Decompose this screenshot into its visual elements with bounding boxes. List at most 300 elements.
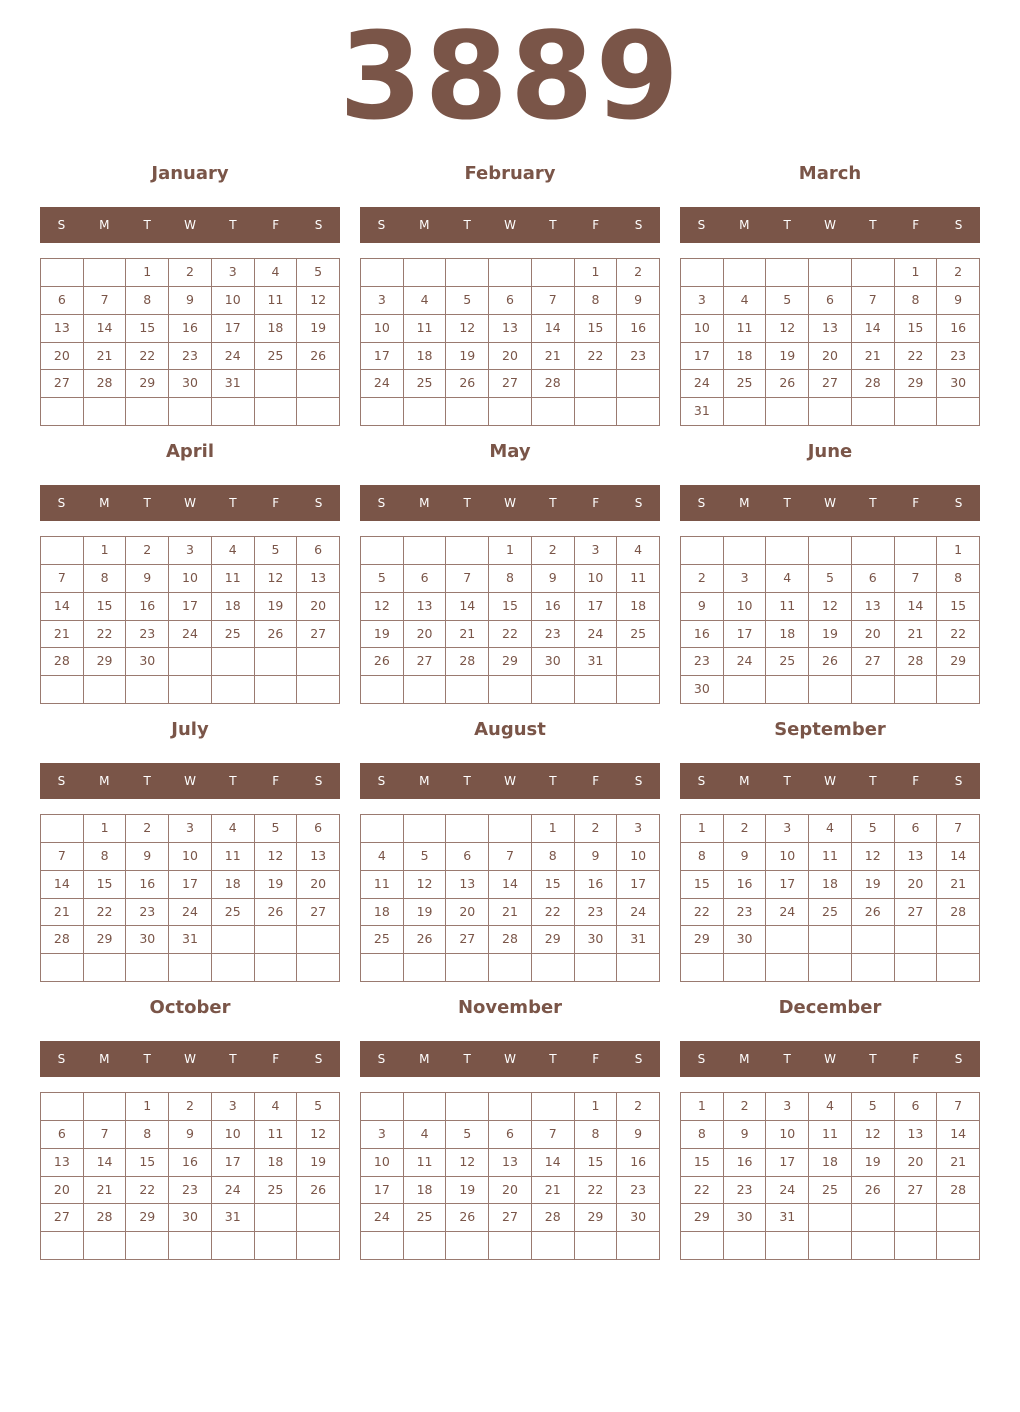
empty-day-cell [575,370,618,398]
day-cell: 3 [169,537,212,565]
day-cell: 11 [255,1121,298,1149]
day-cell: 12 [404,871,447,899]
day-cell: 27 [41,370,84,398]
weekday-label: S [954,1052,963,1066]
day-cell: 23 [937,343,980,371]
weekday-header [40,207,340,243]
day-cell: 18 [724,343,767,371]
day-cell: 1 [126,1093,169,1121]
month-name: June [807,441,853,462]
day-cell: 13 [446,871,489,899]
day-cell: 22 [126,343,169,371]
empty-day-cell [84,676,127,704]
weekday-label: W [504,218,516,232]
empty-day-cell [361,815,404,843]
day-cell: 12 [255,565,298,593]
day-cell: 23 [617,343,660,371]
weekday-label: S [697,218,706,232]
day-cell: 23 [169,343,212,371]
day-cell: 6 [809,287,852,315]
day-cell: 15 [681,1149,724,1177]
empty-day-cell [84,1093,127,1121]
day-cell: 3 [681,287,724,315]
day-cell: 3 [361,287,404,315]
day-cell: 9 [724,1121,767,1149]
day-cell: 9 [169,287,212,315]
day-cell: 16 [681,621,724,649]
weekday-header [680,485,980,521]
day-cell: 18 [404,343,447,371]
empty-day-cell [681,259,724,287]
day-cell: 24 [169,621,212,649]
empty-day-cell [84,259,127,287]
empty-day-cell [937,398,980,426]
day-cell: 20 [809,343,852,371]
empty-day-cell [532,676,575,704]
empty-day-cell [809,398,852,426]
day-cell: 26 [809,648,852,676]
day-cell: 6 [41,287,84,315]
day-cell: 11 [361,871,404,899]
weekday-label: F [592,1052,600,1066]
day-cell: 15 [126,315,169,343]
weekday-label: F [912,218,920,232]
weekday-label: W [504,774,516,788]
day-cell: 27 [489,370,532,398]
day-cell: 18 [361,899,404,927]
weekday-label: T [549,774,557,788]
weekday-label: T [783,218,791,232]
day-grid [40,536,340,704]
weekday-label: F [592,218,600,232]
empty-day-cell [489,954,532,982]
weekday-label: W [504,496,516,510]
day-cell: 5 [297,259,340,287]
day-cell: 12 [809,593,852,621]
day-cell: 6 [895,1093,938,1121]
day-grid [40,814,340,982]
weekday-label: M [739,496,750,510]
day-cell: 10 [212,1121,255,1149]
weekday-label: M [419,496,430,510]
empty-day-cell [41,954,84,982]
empty-day-cell [489,398,532,426]
day-cell: 1 [84,537,127,565]
day-cell: 21 [852,343,895,371]
day-cell: 14 [84,1149,127,1177]
empty-day-cell [212,648,255,676]
weekday-label: S [634,218,643,232]
day-cell: 18 [255,1149,298,1177]
day-cell: 2 [169,1093,212,1121]
month-name: October [149,997,231,1018]
day-cell: 1 [937,537,980,565]
day-cell: 19 [852,1149,895,1177]
day-cell: 8 [126,1121,169,1149]
empty-day-cell [404,1232,447,1260]
day-cell: 17 [212,1149,255,1177]
empty-day-cell [489,676,532,704]
day-cell: 5 [361,565,404,593]
day-cell: 30 [937,370,980,398]
empty-day-cell [937,954,980,982]
day-cell: 18 [617,593,660,621]
day-cell: 14 [895,593,938,621]
day-grid [360,1092,660,1260]
day-cell: 1 [84,815,127,843]
day-cell: 7 [937,1093,980,1121]
weekday-label: W [824,496,836,510]
empty-day-cell [41,537,84,565]
empty-day-cell [361,954,404,982]
weekday-label: W [824,1052,836,1066]
day-cell: 26 [852,1177,895,1205]
day-cell: 15 [575,1149,618,1177]
day-cell: 8 [532,843,575,871]
day-cell: 11 [809,843,852,871]
empty-day-cell [937,1204,980,1232]
empty-day-cell [532,1093,575,1121]
weekday-label: M [739,774,750,788]
day-cell: 7 [84,1121,127,1149]
weekday-label: S [57,774,66,788]
weekday-label: S [377,774,386,788]
weekday-label: W [824,218,836,232]
day-cell: 19 [361,621,404,649]
empty-day-cell [617,648,660,676]
day-cell: 5 [255,537,298,565]
month-name: November [457,997,563,1018]
empty-day-cell [404,815,447,843]
day-cell: 19 [297,315,340,343]
day-cell: 27 [297,621,340,649]
weekday-label: T [549,1052,557,1066]
day-cell: 10 [766,1121,809,1149]
month-name: December [778,997,882,1018]
empty-day-cell [895,537,938,565]
day-cell: 13 [489,315,532,343]
empty-day-cell [41,1093,84,1121]
day-cell: 16 [617,1149,660,1177]
day-cell: 2 [617,1093,660,1121]
day-cell: 4 [766,565,809,593]
day-cell: 7 [41,565,84,593]
day-cell: 10 [617,843,660,871]
day-cell: 31 [575,648,618,676]
day-cell: 18 [212,871,255,899]
day-cell: 7 [489,843,532,871]
day-cell: 24 [169,899,212,927]
day-cell: 10 [361,1149,404,1177]
empty-day-cell [617,370,660,398]
day-cell: 22 [937,621,980,649]
empty-day-cell [532,954,575,982]
day-cell: 23 [532,621,575,649]
weekday-label: T [463,1052,471,1066]
day-cell: 14 [532,315,575,343]
day-cell: 27 [41,1204,84,1232]
day-grid [40,258,340,426]
month-name: January [151,163,229,184]
day-cell: 2 [617,259,660,287]
day-cell: 30 [575,926,618,954]
empty-day-cell [489,815,532,843]
day-cell: 3 [766,1093,809,1121]
day-cell: 21 [937,871,980,899]
day-cell: 9 [169,1121,212,1149]
day-cell: 5 [446,287,489,315]
day-cell: 4 [212,815,255,843]
day-cell: 14 [41,871,84,899]
day-cell: 16 [724,1149,767,1177]
day-cell: 29 [84,926,127,954]
day-cell: 3 [361,1121,404,1149]
empty-day-cell [297,370,340,398]
day-cell: 23 [724,899,767,927]
day-cell: 22 [126,1177,169,1205]
day-cell: 13 [297,565,340,593]
empty-day-cell [895,926,938,954]
weekday-label: T [229,1052,237,1066]
weekday-label: W [184,774,196,788]
day-cell: 20 [852,621,895,649]
day-cell: 25 [809,899,852,927]
weekday-label: M [739,218,750,232]
day-cell: 12 [297,287,340,315]
day-cell: 5 [852,815,895,843]
day-cell: 27 [895,1177,938,1205]
weekday-label: T [869,774,877,788]
day-cell: 24 [361,370,404,398]
weekday-label: F [912,774,920,788]
day-cell: 29 [895,370,938,398]
empty-day-cell [852,259,895,287]
empty-day-cell [126,1232,169,1260]
day-cell: 24 [766,899,809,927]
day-cell: 26 [297,1177,340,1205]
day-cell: 5 [297,1093,340,1121]
empty-day-cell [297,926,340,954]
empty-day-cell [852,398,895,426]
day-cell: 8 [681,1121,724,1149]
empty-day-cell [446,1093,489,1121]
day-cell: 6 [404,565,447,593]
day-cell: 14 [852,315,895,343]
day-cell: 24 [212,343,255,371]
empty-day-cell [766,259,809,287]
empty-day-cell [41,259,84,287]
day-cell: 24 [361,1204,404,1232]
day-cell: 9 [937,287,980,315]
day-cell: 16 [617,315,660,343]
day-cell: 18 [809,871,852,899]
day-cell: 16 [575,871,618,899]
day-cell: 31 [212,370,255,398]
day-cell: 21 [41,621,84,649]
day-cell: 2 [126,537,169,565]
day-cell: 15 [575,315,618,343]
empty-day-cell [575,954,618,982]
day-cell: 23 [617,1177,660,1205]
day-cell: 23 [681,648,724,676]
day-cell: 3 [575,537,618,565]
empty-day-cell [255,370,298,398]
empty-day-cell [404,676,447,704]
day-cell: 14 [532,1149,575,1177]
day-cell: 4 [809,1093,852,1121]
day-cell: 8 [84,565,127,593]
weekday-header [40,1041,340,1077]
empty-day-cell [617,1232,660,1260]
day-cell: 24 [575,621,618,649]
day-cell: 2 [575,815,618,843]
empty-day-cell [255,398,298,426]
day-cell: 8 [575,287,618,315]
day-cell: 7 [895,565,938,593]
day-cell: 26 [255,621,298,649]
day-cell: 16 [126,593,169,621]
day-cell: 12 [297,1121,340,1149]
day-cell: 9 [126,843,169,871]
weekday-label: T [143,1052,151,1066]
weekday-label: S [314,1052,323,1066]
day-cell: 28 [852,370,895,398]
empty-day-cell [895,1232,938,1260]
day-cell: 15 [84,593,127,621]
day-cell: 26 [255,899,298,927]
weekday-label: S [697,1052,706,1066]
weekday-label: W [504,1052,516,1066]
day-cell: 2 [724,815,767,843]
day-cell: 30 [724,926,767,954]
day-cell: 20 [895,1149,938,1177]
empty-day-cell [895,1204,938,1232]
day-cell: 8 [937,565,980,593]
day-cell: 4 [404,1121,447,1149]
day-cell: 1 [575,1093,618,1121]
month-name: February [464,163,556,184]
day-cell: 6 [297,537,340,565]
day-cell: 31 [169,926,212,954]
day-cell: 22 [681,899,724,927]
day-cell: 22 [532,899,575,927]
day-cell: 4 [404,287,447,315]
empty-day-cell [766,926,809,954]
empty-day-cell [446,954,489,982]
empty-day-cell [895,676,938,704]
day-cell: 21 [532,1177,575,1205]
weekday-label: S [634,1052,643,1066]
day-cell: 17 [766,871,809,899]
day-cell: 1 [575,259,618,287]
weekday-label: T [549,218,557,232]
day-cell: 3 [212,259,255,287]
empty-day-cell [937,676,980,704]
day-cell: 5 [852,1093,895,1121]
day-cell: 13 [895,1121,938,1149]
day-cell: 2 [126,815,169,843]
day-cell: 28 [489,926,532,954]
weekday-label: T [229,496,237,510]
day-cell: 28 [532,370,575,398]
day-cell: 15 [84,871,127,899]
empty-day-cell [681,1232,724,1260]
empty-day-cell [446,398,489,426]
weekday-label: T [783,1052,791,1066]
day-cell: 10 [361,315,404,343]
empty-day-cell [255,1232,298,1260]
day-cell: 12 [766,315,809,343]
day-cell: 15 [489,593,532,621]
day-grid [680,1092,980,1260]
day-cell: 13 [297,843,340,871]
empty-day-cell [84,1232,127,1260]
month-name: September [774,719,886,740]
empty-day-cell [532,1232,575,1260]
day-cell: 21 [84,1177,127,1205]
weekday-label: T [463,774,471,788]
day-cell: 26 [766,370,809,398]
weekday-label: F [272,218,280,232]
day-cell: 22 [895,343,938,371]
weekday-label: S [314,218,323,232]
day-cell: 7 [852,287,895,315]
weekday-label: F [592,774,600,788]
day-cell: 25 [724,370,767,398]
day-cell: 29 [489,648,532,676]
day-cell: 25 [212,899,255,927]
day-cell: 11 [809,1121,852,1149]
empty-day-cell [297,954,340,982]
weekday-label: T [143,774,151,788]
day-cell: 29 [126,1204,169,1232]
day-cell: 15 [532,871,575,899]
day-cell: 4 [361,843,404,871]
day-cell: 17 [361,1177,404,1205]
day-cell: 29 [681,926,724,954]
empty-day-cell [852,676,895,704]
weekday-header [680,763,980,799]
day-cell: 22 [575,1177,618,1205]
day-cell: 10 [169,565,212,593]
day-cell: 29 [126,370,169,398]
day-cell: 18 [809,1149,852,1177]
empty-day-cell [895,398,938,426]
day-cell: 3 [212,1093,255,1121]
day-cell: 25 [361,926,404,954]
empty-day-cell [361,1093,404,1121]
day-grid [680,814,980,982]
day-cell: 28 [937,1177,980,1205]
day-cell: 25 [404,1204,447,1232]
day-cell: 3 [766,815,809,843]
month-name: May [489,441,531,462]
weekday-label: F [912,1052,920,1066]
weekday-label: T [549,496,557,510]
empty-day-cell [404,1093,447,1121]
empty-day-cell [297,676,340,704]
day-cell: 30 [126,648,169,676]
empty-day-cell [126,954,169,982]
empty-day-cell [724,676,767,704]
day-cell: 4 [212,537,255,565]
day-cell: 13 [895,843,938,871]
empty-day-cell [212,926,255,954]
day-cell: 1 [532,815,575,843]
day-cell: 6 [489,287,532,315]
day-cell: 21 [84,343,127,371]
year-title: 3889 [339,8,681,147]
